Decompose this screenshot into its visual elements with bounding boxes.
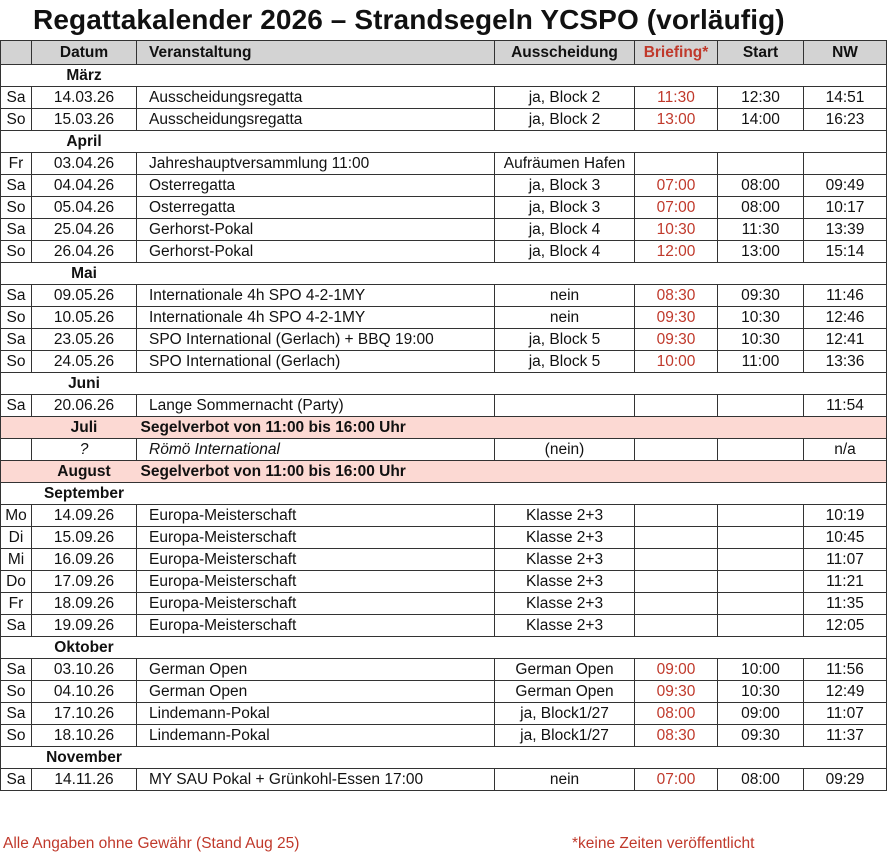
table-row (1, 681, 887, 703)
month-label: Juni (32, 373, 137, 395)
cell-event: Ausscheidungsregatta (137, 87, 495, 109)
cell-briefing (635, 153, 718, 175)
cell-qualification: Aufräumen Hafen (495, 153, 635, 175)
cell-start: 10:30 (718, 329, 804, 351)
table-row (1, 351, 887, 373)
month-spacer (137, 373, 887, 395)
cell-qualification: ja, Block 4 (495, 219, 635, 241)
cell-briefing: 07:00 (635, 769, 718, 791)
col-header-event: Veranstaltung (137, 41, 495, 65)
cell-qualification: ja, Block 2 (495, 109, 635, 131)
cell-qualification: Klasse 2+3 (495, 549, 635, 571)
cell-date: 26.04.26 (32, 241, 137, 263)
table-row (1, 439, 887, 461)
cell-qualification: ja, Block1/27 (495, 703, 635, 725)
month-spacer (1, 637, 32, 659)
cell-nw: 09:49 (804, 175, 887, 197)
cell-nw: 13:39 (804, 219, 887, 241)
table-body (1, 65, 887, 791)
month-label: Oktober (32, 637, 137, 659)
cell-date: 10.05.26 (32, 307, 137, 329)
table-row (1, 769, 887, 791)
cell-event: Ausscheidungsregatta (137, 109, 495, 131)
table-header-row (1, 41, 887, 65)
cell-day: Sa (1, 615, 32, 637)
cell-day: So (1, 241, 32, 263)
cell-qualification: ja, Block 4 (495, 241, 635, 263)
cell-nw: 14:51 (804, 87, 887, 109)
cell-event: Lindemann-Pokal (137, 703, 495, 725)
cell-start: 10:30 (718, 681, 804, 703)
cell-qualification: ja, Block 5 (495, 351, 635, 373)
cell-event: Europa-Meisterschaft (137, 593, 495, 615)
cell-day: Sa (1, 219, 32, 241)
cell-nw: 12:49 (804, 681, 887, 703)
month-label: April (32, 131, 137, 153)
cell-day: Sa (1, 285, 32, 307)
cell-day: Sa (1, 659, 32, 681)
cell-qualification: nein (495, 307, 635, 329)
cell-event: German Open (137, 681, 495, 703)
month-label: September (32, 483, 137, 505)
col-header-nw: NW (804, 41, 887, 65)
cell-qualification: Klasse 2+3 (495, 527, 635, 549)
cell-qualification: nein (495, 285, 635, 307)
cell-nw: 15:14 (804, 241, 887, 263)
table-row (1, 571, 887, 593)
cell-event: Lindemann-Pokal (137, 725, 495, 747)
cell-nw: 11:37 (804, 725, 887, 747)
cell-date: 16.09.26 (32, 549, 137, 571)
page-title: Regattakalender 2026 – Strandsegeln YCSPO (vorläufig) (33, 4, 785, 35)
cell-briefing (635, 395, 718, 417)
cell-nw: n/a (804, 439, 887, 461)
cell-briefing (635, 571, 718, 593)
cell-qualification (495, 395, 635, 417)
cell-day: Sa (1, 87, 32, 109)
cell-nw: 12:41 (804, 329, 887, 351)
month-row (1, 637, 887, 659)
cell-day: Sa (1, 703, 32, 725)
cell-qualification: ja, Block 3 (495, 175, 635, 197)
month-row (1, 65, 887, 87)
cell-qualification: ja, Block1/27 (495, 725, 635, 747)
table-row (1, 725, 887, 747)
cell-start (718, 549, 804, 571)
cell-qualification: Klasse 2+3 (495, 593, 635, 615)
cell-briefing: 08:30 (635, 285, 718, 307)
cell-date: 14.11.26 (32, 769, 137, 791)
ban-text: Segelverbot von 11:00 bis 16:00 Uhr (137, 417, 887, 439)
cell-date: 25.04.26 (32, 219, 137, 241)
cell-start: 10:00 (718, 659, 804, 681)
cell-briefing: 09:30 (635, 329, 718, 351)
cell-nw: 12:46 (804, 307, 887, 329)
month-label: Mai (32, 263, 137, 285)
cell-day: So (1, 197, 32, 219)
cell-briefing: 11:30 (635, 87, 718, 109)
cell-day: Do (1, 571, 32, 593)
cell-briefing (635, 439, 718, 461)
cell-date: 23.05.26 (32, 329, 137, 351)
table-row (1, 703, 887, 725)
cell-briefing: 10:00 (635, 351, 718, 373)
ban-month-label: August (32, 461, 137, 483)
cell-nw: 09:29 (804, 769, 887, 791)
table-row (1, 219, 887, 241)
cell-start: 12:30 (718, 87, 804, 109)
table-row (1, 549, 887, 571)
regatta-table (0, 40, 887, 791)
cell-date: 17.09.26 (32, 571, 137, 593)
month-row (1, 263, 887, 285)
cell-qualification: Klasse 2+3 (495, 571, 635, 593)
cell-event: Internationale 4h SPO 4-2-1MY (137, 285, 495, 307)
month-label: November (32, 747, 137, 769)
cell-day: Sa (1, 769, 32, 791)
cell-day: Sa (1, 175, 32, 197)
month-spacer (137, 65, 887, 87)
col-header-date: Datum (32, 41, 137, 65)
cell-day: So (1, 307, 32, 329)
cell-nw: 11:46 (804, 285, 887, 307)
cell-nw: 10:17 (804, 197, 887, 219)
cell-briefing (635, 549, 718, 571)
table-row (1, 307, 887, 329)
cell-start (718, 527, 804, 549)
cell-qualification: ja, Block 5 (495, 329, 635, 351)
cell-nw: 11:54 (804, 395, 887, 417)
cell-event: Römö International (137, 439, 495, 461)
cell-start: 08:00 (718, 769, 804, 791)
month-row (1, 131, 887, 153)
cell-date: 03.04.26 (32, 153, 137, 175)
month-spacer (1, 747, 32, 769)
table-row (1, 175, 887, 197)
footer-disclaimer: Alle Angaben ohne Gewähr (Stand Aug 25) (3, 835, 300, 852)
cell-start (718, 615, 804, 637)
cell-event: MY SAU Pokal + Grünkohl-Essen 17:00 (137, 769, 495, 791)
month-spacer (137, 131, 887, 153)
cell-start (718, 439, 804, 461)
cell-briefing (635, 615, 718, 637)
cell-day: So (1, 681, 32, 703)
table-row (1, 395, 887, 417)
cell-nw: 11:56 (804, 659, 887, 681)
cell-nw: 13:36 (804, 351, 887, 373)
table-row (1, 659, 887, 681)
month-spacer (137, 483, 887, 505)
cell-start: 09:30 (718, 285, 804, 307)
month-spacer (137, 747, 887, 769)
cell-event: Osterregatta (137, 175, 495, 197)
cell-date: 14.09.26 (32, 505, 137, 527)
cell-briefing: 13:00 (635, 109, 718, 131)
cell-date: 17.10.26 (32, 703, 137, 725)
table-row (1, 329, 887, 351)
cell-qualification: German Open (495, 681, 635, 703)
cell-day: Fr (1, 593, 32, 615)
cell-briefing: 08:30 (635, 725, 718, 747)
ban-text: Segelverbot von 11:00 bis 16:00 Uhr (137, 461, 887, 483)
table-row (1, 615, 887, 637)
cell-briefing: 08:00 (635, 703, 718, 725)
cell-date: 04.04.26 (32, 175, 137, 197)
month-spacer (137, 637, 887, 659)
table-row (1, 109, 887, 131)
table-row (1, 87, 887, 109)
cell-event: SPO International (Gerlach) + BBQ 19:00 (137, 329, 495, 351)
cell-briefing: 07:00 (635, 175, 718, 197)
footer-briefing-note: *keine Zeiten veröffentlicht (572, 835, 755, 852)
cell-qualification: German Open (495, 659, 635, 681)
table-row (1, 593, 887, 615)
sailing-ban-row (1, 417, 887, 439)
cell-briefing (635, 505, 718, 527)
cell-nw: 10:45 (804, 527, 887, 549)
month-spacer (1, 263, 32, 285)
cell-event: Lange Sommernacht (Party) (137, 395, 495, 417)
cell-start: 11:30 (718, 219, 804, 241)
cell-briefing (635, 527, 718, 549)
month-label: März (32, 65, 137, 87)
cell-start: 14:00 (718, 109, 804, 131)
cell-event: Europa-Meisterschaft (137, 549, 495, 571)
table-row (1, 197, 887, 219)
cell-event: SPO International (Gerlach) (137, 351, 495, 373)
cell-date: 09.05.26 (32, 285, 137, 307)
month-spacer (1, 65, 32, 87)
ban-spacer (1, 417, 32, 439)
cell-briefing (635, 593, 718, 615)
cell-day: So (1, 725, 32, 747)
cell-briefing: 09:30 (635, 681, 718, 703)
cell-event: Jahreshauptversammlung 11:00 (137, 153, 495, 175)
col-header-briefing: Briefing* (635, 41, 718, 65)
cell-start (718, 593, 804, 615)
cell-day: Mi (1, 549, 32, 571)
cell-date: 20.06.26 (32, 395, 137, 417)
month-row (1, 373, 887, 395)
table-row (1, 505, 887, 527)
cell-qualification: (nein) (495, 439, 635, 461)
cell-event: Europa-Meisterschaft (137, 505, 495, 527)
cell-start (718, 505, 804, 527)
cell-briefing: 07:00 (635, 197, 718, 219)
cell-start: 09:30 (718, 725, 804, 747)
cell-event: Europa-Meisterschaft (137, 615, 495, 637)
cell-event: Europa-Meisterschaft (137, 571, 495, 593)
cell-start (718, 395, 804, 417)
cell-qualification: ja, Block 3 (495, 197, 635, 219)
cell-event: Gerhorst-Pokal (137, 219, 495, 241)
month-row (1, 483, 887, 505)
month-spacer (1, 131, 32, 153)
col-header-day (1, 41, 32, 65)
cell-date: 03.10.26 (32, 659, 137, 681)
table-row (1, 527, 887, 549)
cell-nw: 10:19 (804, 505, 887, 527)
cell-day: So (1, 109, 32, 131)
cell-day: Mo (1, 505, 32, 527)
cell-date: 05.04.26 (32, 197, 137, 219)
col-header-start: Start (718, 41, 804, 65)
cell-day: Sa (1, 329, 32, 351)
cell-date: ? (32, 439, 137, 461)
cell-start: 08:00 (718, 175, 804, 197)
cell-day: Sa (1, 395, 32, 417)
cell-date: 14.03.26 (32, 87, 137, 109)
ban-spacer (1, 461, 32, 483)
sailing-ban-row (1, 461, 887, 483)
cell-briefing: 10:30 (635, 219, 718, 241)
cell-nw: 11:21 (804, 571, 887, 593)
cell-nw: 16:23 (804, 109, 887, 131)
cell-nw: 11:07 (804, 703, 887, 725)
cell-nw: 11:07 (804, 549, 887, 571)
cell-start: 10:30 (718, 307, 804, 329)
cell-briefing: 09:00 (635, 659, 718, 681)
cell-qualification: Klasse 2+3 (495, 615, 635, 637)
cell-nw: 11:35 (804, 593, 887, 615)
cell-start: 11:00 (718, 351, 804, 373)
cell-date: 04.10.26 (32, 681, 137, 703)
cell-start (718, 571, 804, 593)
col-header-qualification: Ausscheidung (495, 41, 635, 65)
cell-start: 08:00 (718, 197, 804, 219)
cell-date: 18.09.26 (32, 593, 137, 615)
cell-date: 15.03.26 (32, 109, 137, 131)
cell-event: Gerhorst-Pokal (137, 241, 495, 263)
month-spacer (1, 373, 32, 395)
cell-date: 18.10.26 (32, 725, 137, 747)
cell-day: Di (1, 527, 32, 549)
month-spacer (137, 263, 887, 285)
cell-qualification: nein (495, 769, 635, 791)
cell-date: 19.09.26 (32, 615, 137, 637)
table-row (1, 285, 887, 307)
cell-day: So (1, 351, 32, 373)
cell-nw: 12:05 (804, 615, 887, 637)
cell-start: 09:00 (718, 703, 804, 725)
cell-date: 24.05.26 (32, 351, 137, 373)
table-row (1, 153, 887, 175)
cell-day: Fr (1, 153, 32, 175)
cell-qualification: ja, Block 2 (495, 87, 635, 109)
month-spacer (1, 483, 32, 505)
cell-event: German Open (137, 659, 495, 681)
month-row (1, 747, 887, 769)
cell-briefing: 12:00 (635, 241, 718, 263)
cell-start: 13:00 (718, 241, 804, 263)
cell-briefing: 09:30 (635, 307, 718, 329)
cell-date: 15.09.26 (32, 527, 137, 549)
cell-event: Europa-Meisterschaft (137, 527, 495, 549)
cell-event: Internationale 4h SPO 4-2-1MY (137, 307, 495, 329)
cell-day (1, 439, 32, 461)
cell-qualification: Klasse 2+3 (495, 505, 635, 527)
table-row (1, 241, 887, 263)
cell-start (718, 153, 804, 175)
ban-month-label: Juli (32, 417, 137, 439)
cell-event: Osterregatta (137, 197, 495, 219)
cell-nw (804, 153, 887, 175)
